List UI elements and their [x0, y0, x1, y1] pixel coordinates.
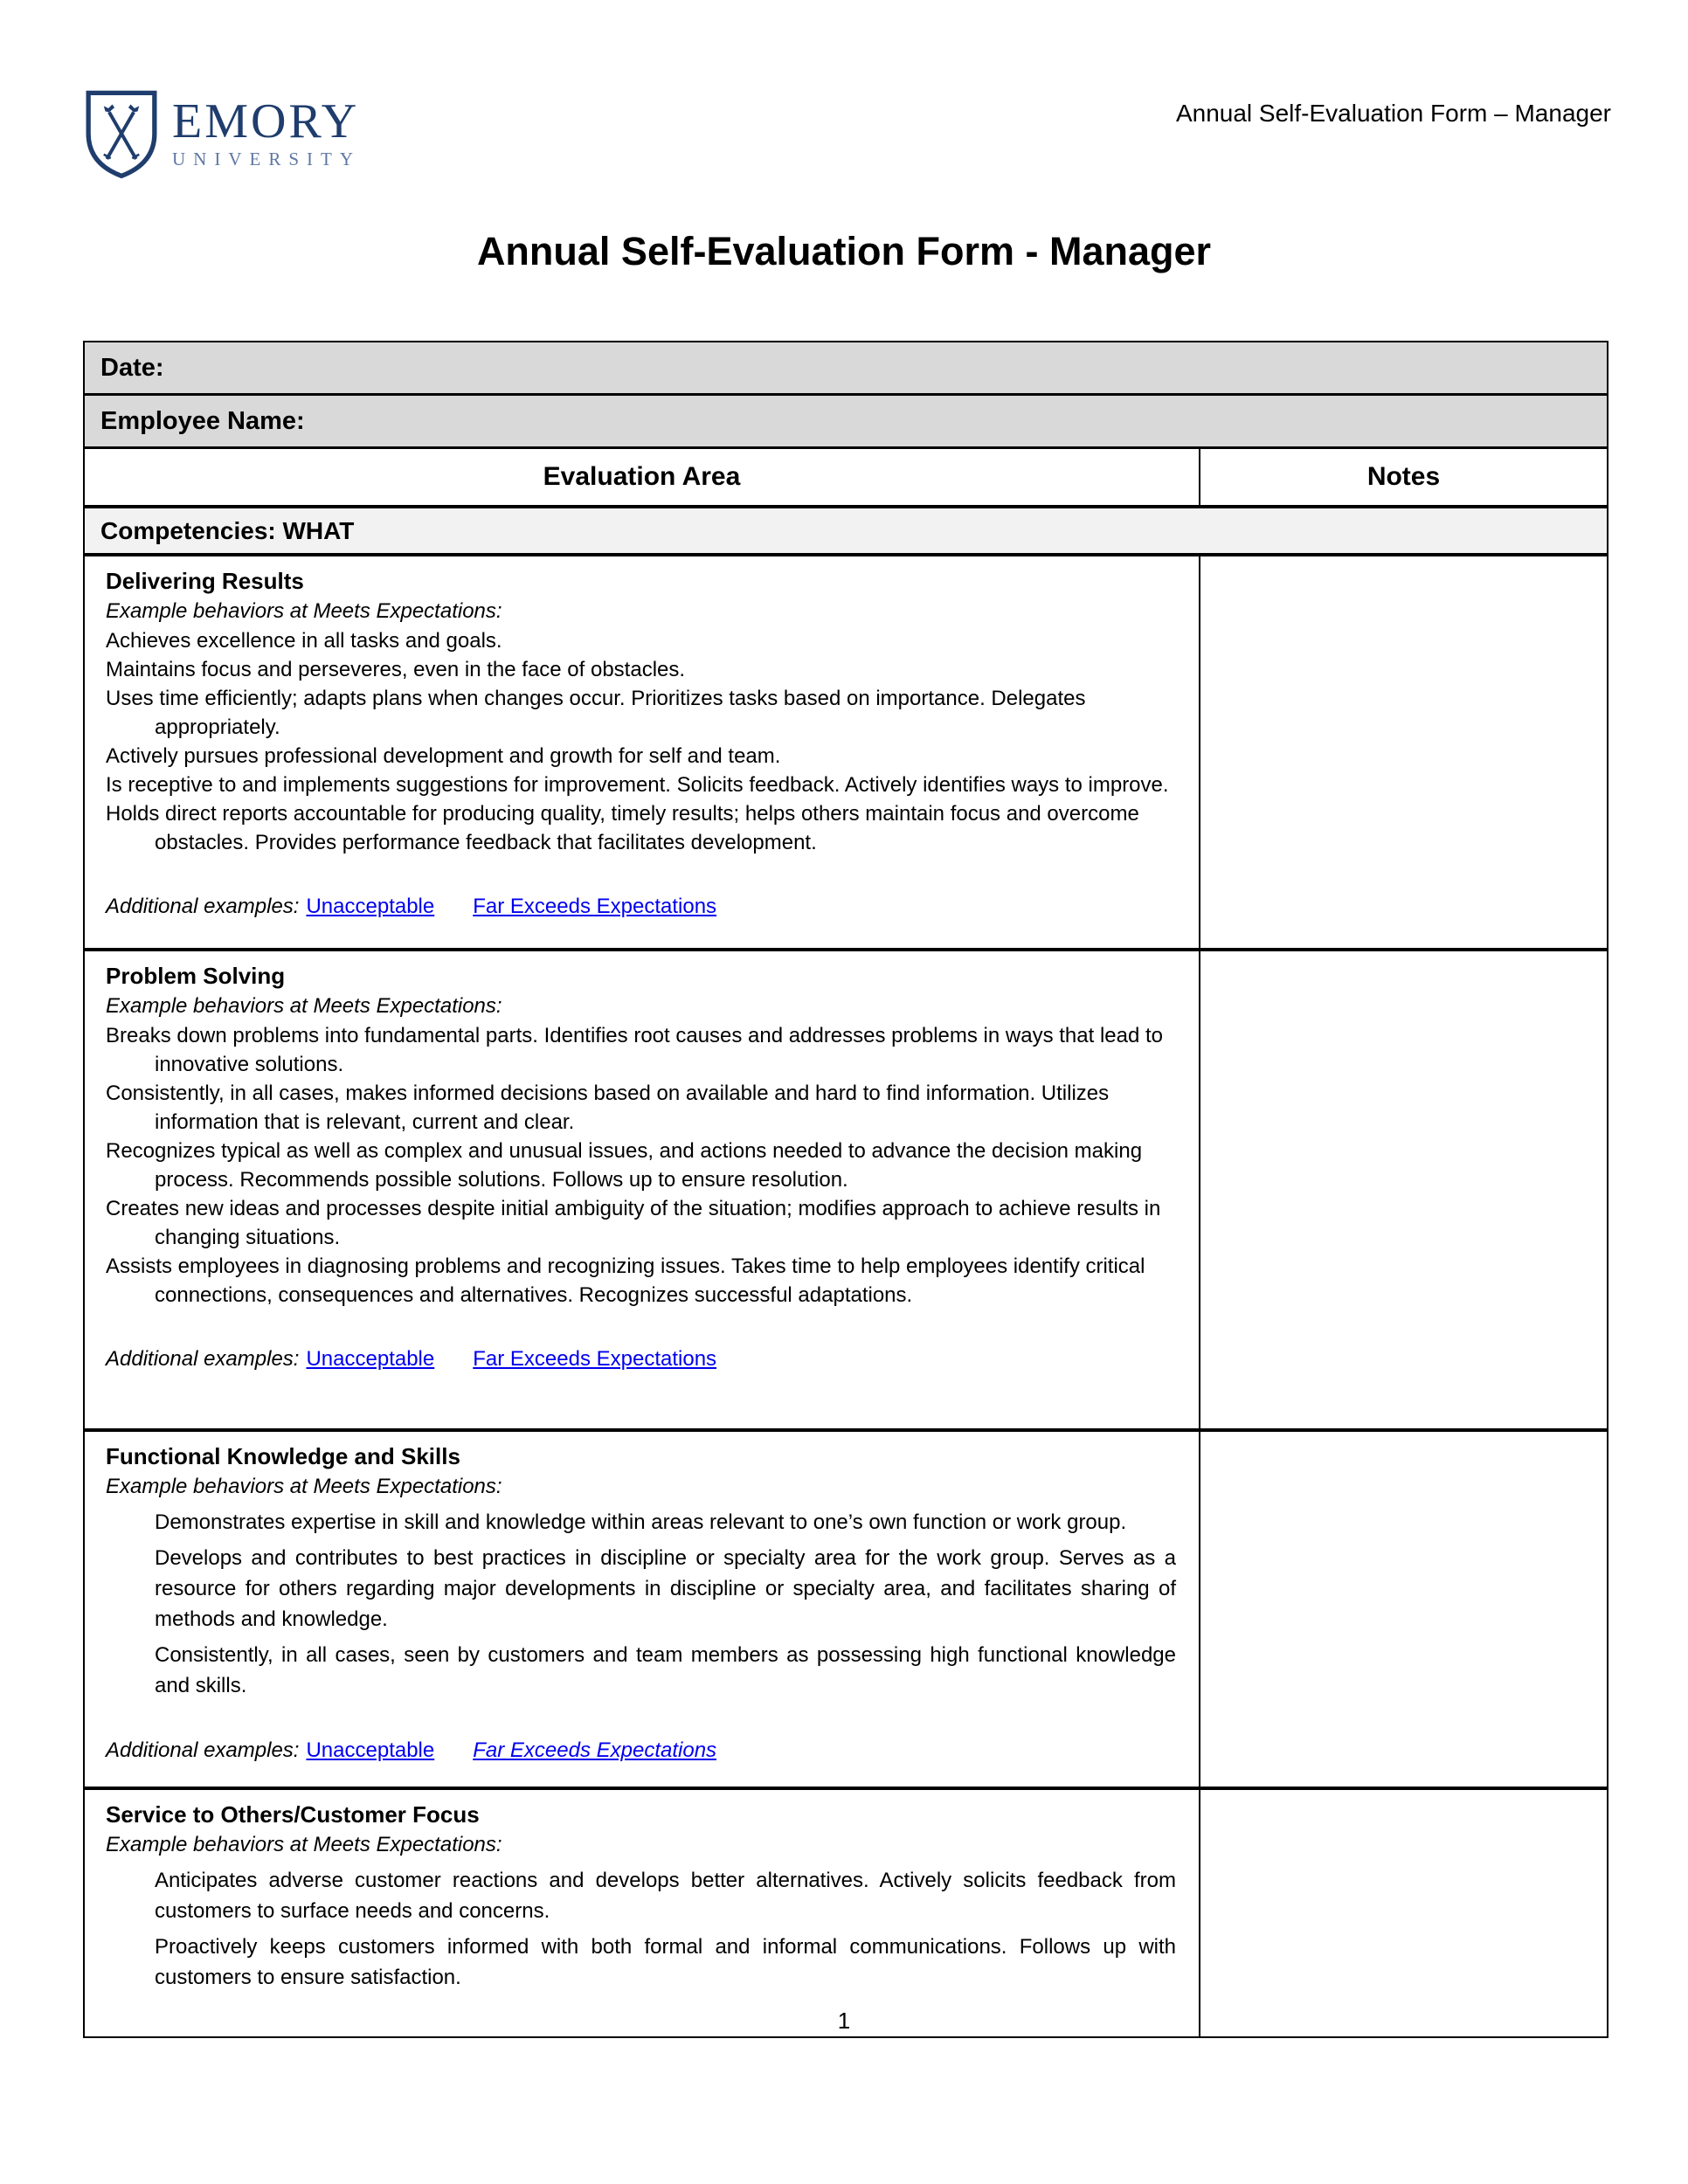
employee-name-row [85, 396, 1607, 449]
section-row [85, 556, 1607, 951]
additional-example-link[interactable]: Unacceptable [306, 1347, 435, 1371]
notes-header: Notes [1366, 462, 1441, 491]
behavior-item: Creates new ideas and processes despite initial ambiguity of the situation; modifies approach to achieve results in changing situations. [106, 1197, 1161, 1249]
behavior-item: Consistently, in all cases, makes informed decisions based on available and hard to find information. Utilizes information that is relevant, current and clear. [106, 1082, 1110, 1134]
example-behaviors-label: Example behaviors at Meets Expectations: [106, 994, 502, 1018]
notes-cell [1200, 951, 1607, 1428]
notes-cell [1200, 1432, 1607, 1787]
section-title: Delivering Results [106, 568, 304, 594]
employee-name-label: Employee Name: [100, 406, 305, 435]
evaluation-area-cell [85, 556, 1200, 948]
behavior-item: Maintains focus and perseveres, even in the face of obstacles. [106, 658, 686, 681]
evaluation-form-table [83, 341, 1608, 2038]
emory-shield-icon [83, 87, 160, 180]
behavior-item: Achieves excellence in all tasks and goals. [106, 629, 502, 653]
column-header-row [85, 449, 1607, 508]
top-header [83, 87, 1611, 180]
additional-examples-line [106, 1344, 1176, 1373]
evaluation-area-cell [85, 1790, 1200, 2036]
section-title: Problem Solving [106, 963, 286, 989]
additional-examples-label: Additional examples: [106, 895, 300, 918]
behavior-item: Is receptive to and implements suggestions for improvement. Solicits feedback. Actively identifies ways to improve. [106, 773, 1169, 797]
behavior-item: Develops and contributes to best practices in discipline or specialty area for the work group. Serves as a resource for others regarding major developments in discipline or specialty area, and facilitates sharing of methods and knowledge. [155, 1546, 1176, 1631]
evaluation-area-cell [85, 1432, 1200, 1787]
sections-container [85, 556, 1607, 2036]
additional-example-link[interactable]: Far Exceeds Expectations [473, 1347, 717, 1371]
behavior-item: Breaks down problems into fundamental parts. Identifies root causes and addresses problems in ways that lead to innovative solutions. [106, 1024, 1163, 1076]
page-number: 1 [837, 2008, 851, 2034]
behavior-item: Assists employees in diagnosing problems and recognizing issues. Takes time to help employees identify critical connections, consequences and alternatives. Recognizes successful adaptations. [106, 1254, 1145, 1307]
logo-subtitle: UNIVERSITY [172, 149, 361, 169]
emory-logo [83, 87, 361, 180]
behavior-item: Consistently, in all cases, seen by customers and team members as possessing high functional knowledge and skills. [155, 1643, 1176, 1697]
behavior-item: Proactively keeps customers informed with both formal and informal communications. Follows up with customers to ensure satisfaction. [155, 1935, 1176, 1989]
behavior-item: Holds direct reports accountable for producing quality, timely results; helps others maintain focus and overcome obstacles. Provides performance feedback that facilitates development. [106, 802, 1139, 854]
additional-example-link[interactable]: Far Exceeds Expectations [473, 1738, 717, 1762]
additional-examples-label: Additional examples: [106, 1347, 300, 1371]
date-row [85, 342, 1607, 396]
date-label: Date: [100, 353, 164, 382]
page-title: Annual Self-Evaluation Form - Manager [476, 229, 1212, 273]
additional-examples-line [106, 1736, 1176, 1765]
running-header: Annual Self-Evaluation Form – Manager [1175, 100, 1611, 127]
section-title: Service to Others/Customer Focus [106, 1801, 480, 1828]
competencies-group-header: Competencies: WHAT [85, 508, 1607, 556]
section-row [85, 1432, 1607, 1790]
additional-example-link[interactable]: Unacceptable [306, 895, 435, 918]
additional-example-link[interactable]: Far Exceeds Expectations [473, 895, 717, 918]
behavior-item: Recognizes typical as well as complex and unusual issues, and actions needed to advance the decision making process. Recommends possible solutions. Follows up to ensure resolution. [106, 1139, 1143, 1192]
logo-wordmark: EMORY [172, 94, 360, 149]
notes-cell [1200, 556, 1607, 948]
behavior-item: Uses time efficiently; adapts plans when changes occur. Prioritizes tasks based on importance. Delegates appropriately. [106, 687, 1086, 739]
example-behaviors-label: Example behaviors at Meets Expectations: [106, 599, 502, 623]
behavior-item: Anticipates adverse customer reactions and develops better alternatives. Actively solicits feedback from customers to surface needs and concerns. [155, 1869, 1176, 1923]
additional-example-link[interactable]: Unacceptable [306, 1738, 435, 1762]
evaluation-area-header: Evaluation Area [85, 449, 1200, 505]
example-behaviors-label: Example behaviors at Meets Expectations: [106, 1833, 502, 1856]
section-title: Functional Knowledge and Skills [106, 1443, 460, 1469]
behavior-item: Demonstrates expertise in skill and knowledge within areas relevant to one’s own function or work group. [155, 1510, 1127, 1534]
behavior-item: Actively pursues professional development and growth for self and team. [106, 744, 781, 768]
section-row [85, 951, 1607, 1432]
notes-cell [1200, 1790, 1607, 2036]
evaluation-area-cell [85, 951, 1200, 1428]
additional-examples-label: Additional examples: [106, 1738, 300, 1762]
section-row [85, 1790, 1607, 2036]
additional-examples-line [106, 892, 1176, 921]
example-behaviors-label: Example behaviors at Meets Expectations: [106, 1475, 502, 1498]
